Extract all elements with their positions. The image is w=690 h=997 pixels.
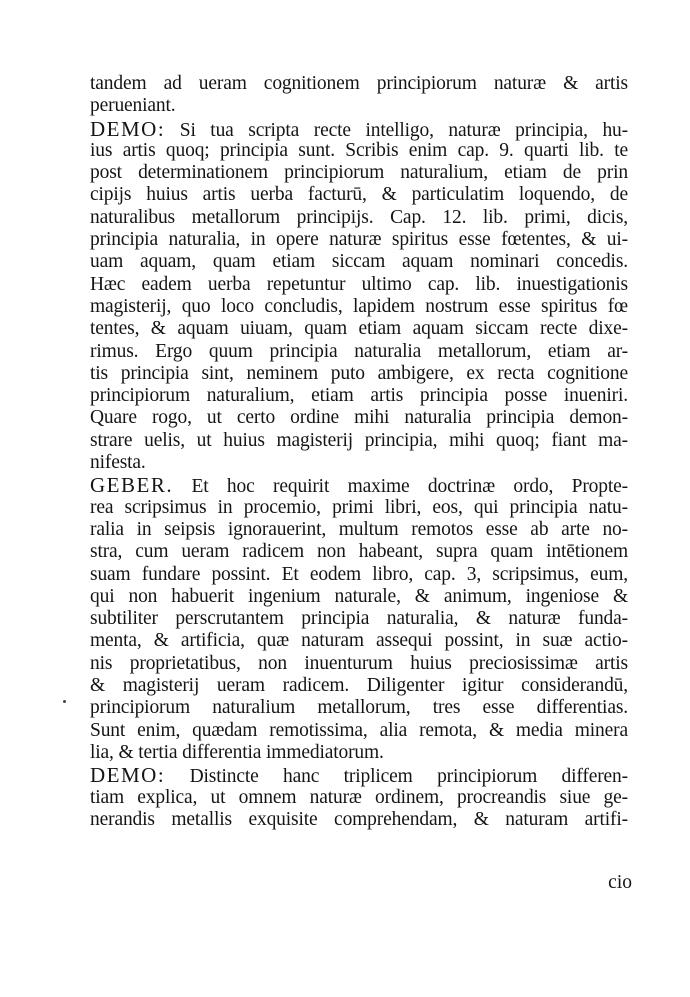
text-line — [90, 586, 628, 608]
line-text: ralia in seipsis ignorauerint, multum remotos esse ab arte no- — [90, 518, 628, 540]
text-line — [90, 118, 628, 140]
line-text: subtiliter perscrutantem principia naturalia, & naturæ funda- — [90, 608, 628, 630]
line-text: principiorum naturalium, etiam artis principia posse inueniri. — [90, 385, 628, 407]
text-line — [90, 519, 628, 541]
line-text: strare uelis, ut huius magisterij principia, mihi quoq; fiant ma- — [90, 429, 628, 451]
line-text: principiorum naturalium metallorum, tres esse differentias. — [90, 697, 628, 719]
line-text: Hæc eadem uerba repetuntur ultimo cap. lib. inuestigationis — [90, 273, 628, 295]
text-line — [90, 73, 628, 95]
text-line — [90, 653, 628, 675]
text-line — [90, 341, 628, 363]
text-line — [90, 407, 628, 429]
catchword: cio — [608, 872, 632, 893]
text-line — [90, 809, 628, 831]
line-text: tis principia sint, neminem puto ambigere, ex recta cognitione — [90, 362, 628, 384]
text-line — [90, 162, 628, 184]
line-text: perueniant. — [90, 95, 176, 117]
text-line — [90, 787, 628, 809]
text-line — [90, 541, 628, 563]
text-line — [90, 675, 628, 697]
line-text: rimus. Ergo quum principia naturalia metallorum, etiam ar- — [90, 340, 628, 362]
line-text: stra, cum ueram radicem non habeant, supra quam intētionem — [90, 541, 628, 563]
body-text — [90, 73, 628, 831]
line-text: principia naturalia, in opere naturæ spiritus esse fœtentes, & ui- — [90, 229, 628, 251]
text-line — [90, 274, 628, 296]
line-text: Quare rogo, ut certo ordine mihi naturalia principia demon- — [90, 407, 628, 429]
text-line — [90, 474, 628, 496]
line-text: tandem ad ueram cognitionem principiorum naturæ & artis — [90, 73, 628, 94]
text-line — [90, 363, 628, 385]
text-line — [90, 720, 628, 742]
text-line — [90, 251, 628, 273]
line-text: nerandis metallis exquisite comprehendam, & naturam artifi- — [90, 808, 628, 830]
text-line — [90, 697, 628, 719]
line-text: post determinationem principiorum naturalium, etiam de prin — [90, 162, 628, 184]
line-text: naturalibus metallorum principijs. Cap. 12. lib. primi, dicis, — [90, 206, 628, 228]
line-text: tentes, & aquam uiuam, quam etiam aquam siccam recte dixe- — [90, 318, 628, 340]
text-line — [90, 630, 628, 652]
text-line — [90, 184, 628, 206]
line-text: nis proprietatibus, non inuenturum huius preciosissimæ artis — [90, 652, 628, 674]
text-line — [90, 140, 628, 162]
text-line — [90, 318, 628, 340]
line-text: Et hoc requirit maxime doctrinæ ordo, Propte- — [173, 476, 628, 498]
line-text: Distincte hanc triplicem principiorum differen- — [165, 766, 628, 788]
line-text: menta, & artificia, quæ naturam assequi possint, in suæ actio- — [90, 630, 628, 652]
text-line — [90, 95, 628, 117]
line-text: Sunt enim, quædam remotissima, alia remota, & media minera — [90, 719, 628, 741]
speaker-label: GEBER. — [90, 473, 174, 498]
line-text: tiam explica, ut omnem naturæ ordinem, procreandis siue ge- — [90, 786, 628, 808]
text-line — [90, 385, 628, 407]
line-text: lia, & tertia differentia immediatorum. — [90, 741, 384, 763]
line-text: Si tua scripta recte intelligo, naturæ principia, hu- — [165, 119, 628, 141]
line-text: nifesta. — [90, 452, 146, 474]
text-line — [90, 430, 628, 452]
ink-speck — [63, 700, 66, 703]
speaker-label: DEMO: — [90, 116, 166, 141]
line-text: magisterij, quo loco concludis, lapidem nostrum esse spiritus fœ — [90, 295, 628, 317]
text-line — [90, 608, 628, 630]
line-text: cipijs huius artis uerba facturū, & particulatim loquendo, de — [90, 184, 628, 206]
text-line — [90, 742, 628, 764]
speaker-label: DEMO: — [90, 763, 166, 788]
text-line — [90, 229, 628, 251]
line-text: ius artis quoq; principia sunt. Scribis enim cap. 9. quarti lib. te — [90, 139, 628, 161]
line-text: suam fundare possint. Et eodem libro, cap. 3, scripsimus, eum, — [90, 563, 628, 585]
line-text: uam aquam, quam etiam siccam aquam nominari concedis. — [90, 251, 628, 273]
line-text: & magisterij ueram radicem. Diligenter igitur considerandū, — [90, 675, 628, 697]
text-line — [90, 296, 628, 318]
text-line — [90, 564, 628, 586]
text-line — [90, 207, 628, 229]
text-line — [90, 452, 628, 474]
text-line — [90, 497, 628, 519]
line-text: rea scripsimus in procemio, primi libri, eos, qui principia natu- — [90, 496, 628, 518]
text-line — [90, 764, 628, 786]
line-text: qui non habuerit ingenium naturale, & animum, ingeniose & — [90, 585, 628, 607]
